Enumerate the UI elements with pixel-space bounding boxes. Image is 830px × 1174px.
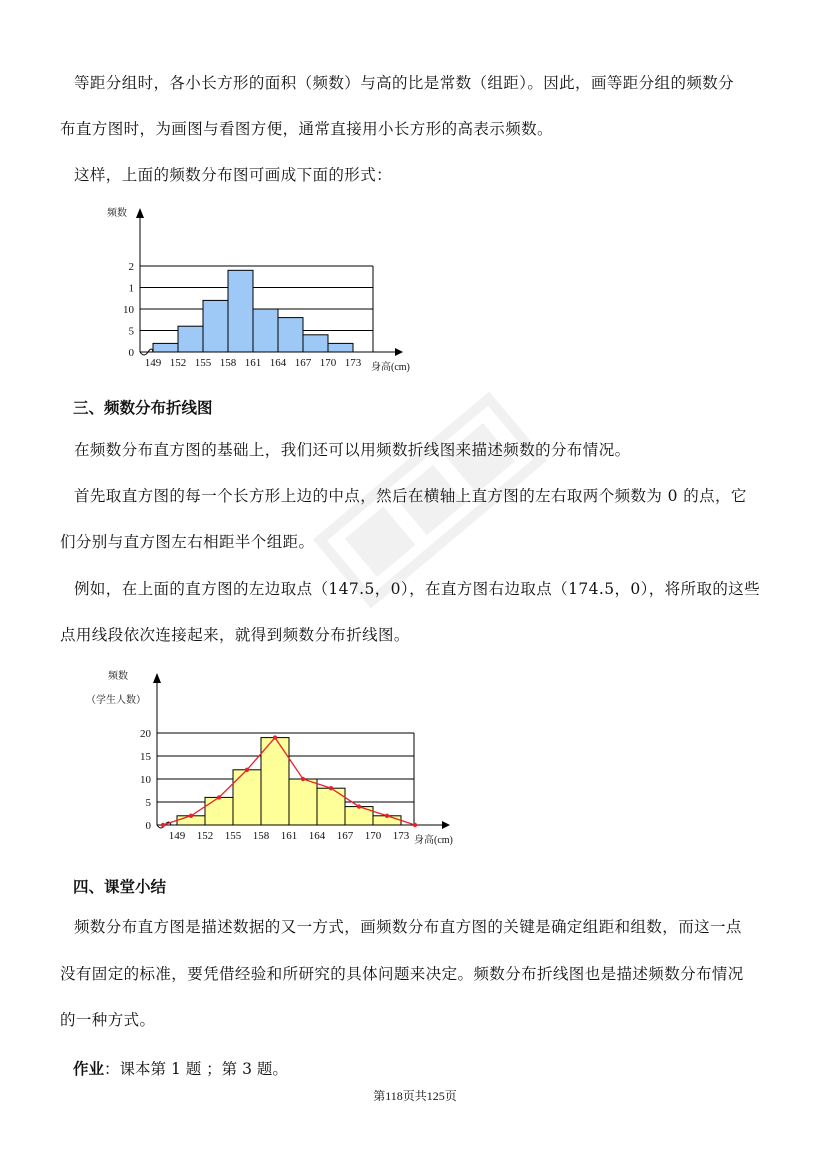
- x-tick-label: 152: [196, 830, 214, 842]
- histogram-bar: [328, 343, 353, 352]
- x-tick-label: 173: [344, 357, 362, 369]
- histogram-bar: [253, 309, 278, 352]
- y-tick-label: 5: [145, 797, 151, 809]
- frequency-polygon-point: [301, 777, 305, 781]
- y-tick-label: 5: [128, 325, 134, 338]
- frequency-polygon-point: [329, 786, 333, 790]
- y-axis-title: 频数: [108, 671, 128, 682]
- histogram-bar: [228, 270, 253, 352]
- y-axis-title: 频数: [107, 208, 127, 219]
- frequency-polygon-point: [385, 814, 389, 818]
- paragraph-6-line-3: 的一种方式。: [60, 1011, 156, 1029]
- paragraph-5-line-1: 例如，在上面的直方图的左边取点（147.5，0），在直方图右边取点（174.5，0），将所取的这些: [74, 580, 761, 598]
- histogram-bar: [203, 300, 228, 352]
- x-tick-label: 170: [364, 830, 382, 842]
- frequency-polygon-point: [413, 823, 417, 827]
- y-axis-subtitle: （学生人数）: [86, 695, 146, 706]
- x-tick-label: 152: [169, 357, 187, 369]
- frequency-polygon-point: [217, 795, 221, 799]
- y-tick-label: 10: [123, 304, 134, 316]
- x-tick-label: 158: [252, 830, 270, 842]
- x-tick-label: 158: [219, 357, 237, 369]
- y-tick-label: 10: [140, 774, 151, 786]
- paragraph-4-line-2: 们分别与直方图左右相距半个组距。: [60, 533, 315, 551]
- histogram-chart: [95, 198, 455, 380]
- homework-text: ：课本第 1 题 ；第 3 题。: [104, 1060, 288, 1078]
- page-footer: 第118页共125页: [373, 1089, 457, 1103]
- paragraph-2: 这样，上面的频数分布图可画成下面的形式：: [74, 166, 393, 184]
- paragraph-4-line-1: 首先取直方图的每一个长方形上边的中点，然后在横轴上直方图的左右取两个频数为 0 的点，它: [74, 487, 747, 505]
- x-tick-label: 161: [244, 357, 262, 369]
- x-tick-label: 149: [144, 357, 162, 369]
- x-axis-title: 身高(cm): [414, 835, 453, 846]
- x-tick-label: 167: [336, 830, 354, 842]
- x-axis-arrow: [395, 348, 403, 356]
- histogram-bar: [153, 343, 178, 352]
- histogram-bar: [278, 318, 303, 352]
- y-tick-label: 1: [128, 282, 134, 295]
- frequency-polygon-point: [357, 804, 361, 808]
- paragraph-3: 在频数分布直方图的基础上，我们还可以用频数折线图来描述频数的分布情况。: [74, 441, 631, 459]
- paragraph-6-line-1: 频数分布直方图是描述数据的又一方式，画频数分布直方图的关键是确定组距和组数，而这一点: [74, 918, 742, 936]
- x-axis-arrow: [442, 821, 450, 829]
- histogram-bar: [317, 788, 345, 825]
- frequency-polygon-chart: [70, 665, 480, 855]
- histogram-bar: [289, 779, 317, 825]
- x-tick-label: 161: [280, 830, 298, 842]
- y-tick-label: 0: [128, 347, 134, 359]
- y-axis-arrow: [153, 673, 161, 683]
- paragraph-5-line-2: 点用线段依次连接起来，就得到频数分布折线图。: [60, 626, 410, 644]
- y-tick-label: 0: [145, 820, 151, 832]
- paragraph-1-line-1: 等距分组时，各小长方形的面积（频数）与高的比是常数（组距）。因此，画等距分组的频数分: [74, 74, 735, 92]
- y-axis-arrow: [136, 208, 144, 218]
- x-tick-label: 164: [269, 357, 287, 369]
- y-tick-label: 15: [140, 751, 151, 763]
- paragraph-6-line-2: 没有固定的标准，要凭借经验和所研究的具体问题来决定。频数分布折线图也是描述频数分布情况: [60, 965, 744, 983]
- histogram-bar: [205, 797, 233, 825]
- histogram-bar: [178, 326, 203, 352]
- x-tick-label: 167: [294, 357, 312, 369]
- x-axis-title: 身高(cm): [371, 362, 410, 373]
- paragraph-1-line-2: 布直方图时，为画图与看图方便，通常直接用小长方形的高表示频数。: [60, 120, 553, 138]
- frequency-polygon-point: [189, 814, 193, 818]
- x-tick-label: 164: [308, 830, 326, 842]
- frequency-polygon-point: [161, 823, 165, 827]
- section-heading-3: 三、频数分布折线图: [73, 399, 213, 417]
- section-heading-4: 四、课堂小结: [73, 878, 167, 896]
- histogram-bar: [261, 738, 289, 825]
- x-tick-label: 155: [194, 357, 212, 369]
- histogram-bar: [303, 335, 328, 352]
- x-tick-label: 149: [168, 830, 186, 842]
- histogram-bar: [233, 770, 261, 825]
- homework-label: 作业: [73, 1060, 105, 1078]
- frequency-polygon-point: [273, 735, 277, 739]
- y-tick-label: 2: [128, 261, 134, 273]
- x-tick-label: 170: [319, 357, 337, 369]
- x-tick-label: 155: [224, 830, 242, 842]
- frequency-polygon-point: [245, 768, 249, 772]
- y-tick-label: 20: [140, 728, 151, 740]
- x-tick-label: 173: [392, 830, 410, 842]
- homework-line: [73, 1057, 288, 1079]
